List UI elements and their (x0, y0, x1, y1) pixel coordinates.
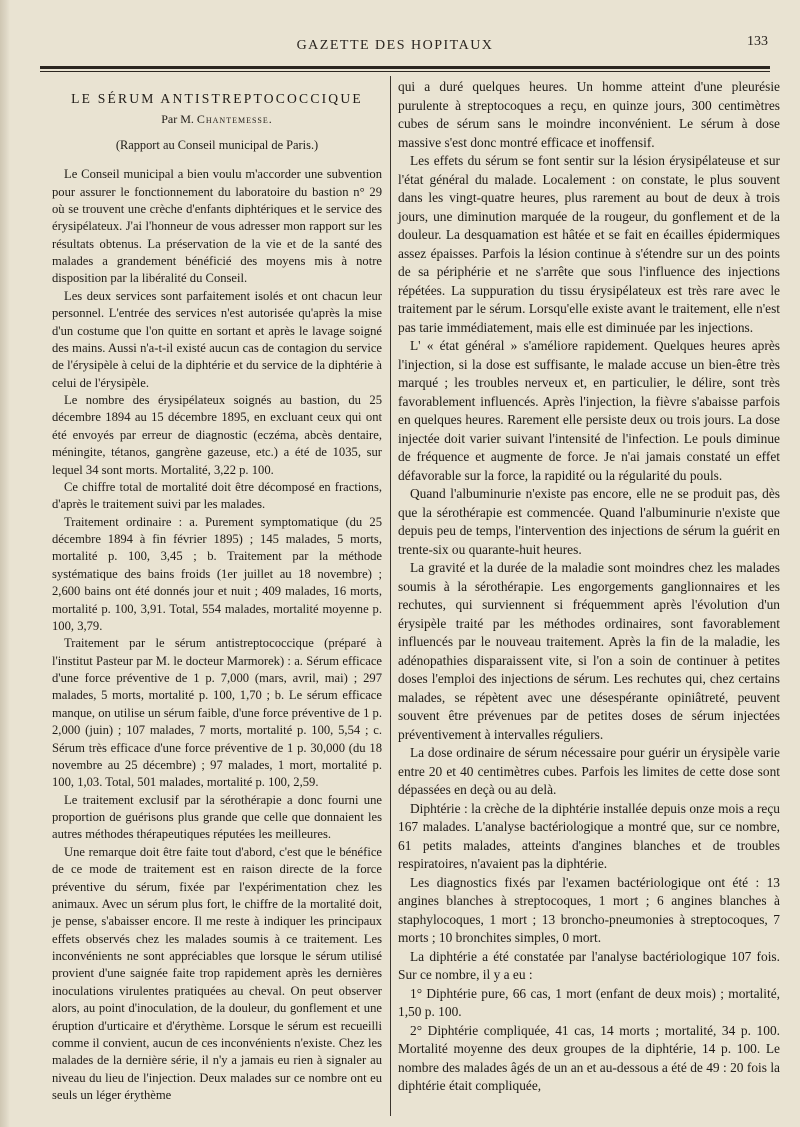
paragraph: Traitement ordinaire : a. Purement symptomatique (du 25 décembre 1894 à fin février 1895) ; 145 malades, 5 morts, mortalité p. 100, 3,45 ; b. Traitement par la méthode systématique des bains froids (1er juillet au 18 novembre) ; 2,600 bains ont été donnés jour et nuit ; 409 malades, 16 morts, mortalité p. 100, 3,91. Total, 554 malades, mortalité moyenne p. 100, 3,79. (52, 514, 382, 633)
paragraph: 2° Diphtérie compliquée, 41 cas, 14 morts ; mortalité, 34 p. 100. Mortalité moyenne des deux groupes de la diphtérie, 14 p. 100. Le nombre des malades âgés de un an et au-dessous a été de 49 : 20 fois la diphtérie était compliquée, (398, 1022, 780, 1093)
paragraph: Diphtérie : la crèche de la diphtérie installée depuis onze mois a reçu 167 malades. L'analyse bactériologique a montré que, sur ce nombre, 61 petits malades, atteints d'angines blanches et de troubles respiratoires, n'avaient pas la diphtérie. (398, 800, 780, 871)
paragraph: L' « état général » s'améliore rapidement. Quelques heures après l'injection, si la dose est suffisante, le malade accuse un bien-être très marqué ; les troubles nerveux et, en particulier, le délire, sont très favorablement influencés. Après l'injection, la fièvre s'abaisse parfois en quelques heures. Rarement elle persiste deux ou trois jours. La dose injectée doit varier suivant l'intensité de l'infection. Le pouls diminue de fréquence et augmente de force. Je n'ai jamais constaté un effet défavorable sur la force, la rapidité ou la régularité du pouls. (398, 338, 780, 483)
left-column (52, 78, 382, 1104)
paragraph: qui a duré quelques heures. Un homme atteint d'une pleurésie purulente à streptocoques a reçu, en quinze jours, 300 centimètres cubes de sérum sans le moindre inconvénient. Le sérum à dose massive s'est donc montré efficace et inoffensif. (398, 79, 780, 150)
header-rule-thick (40, 66, 770, 69)
paragraph: Le nombre des érysipélateux soignés au bastion, du 25 décembre 1894 au 15 décembre 1895, en excluant ceux qui ont été envoyés par erreur de diagnostic (eczéma, abcès dentaire, méningite, tétanos, gangrène gazeuse, etc.) a été de 1035, sur lequel 34 sont morts. Mortalité, 3,22 p. 100. (52, 393, 382, 477)
paragraph: Traitement par le sérum antistreptococcique (préparé à l'institut Pasteur par M. le docteur Marmorek) : a. Sérum efficace d'une force préventive de 1 p. 7,000 (mars, avril, mai) ; 297 malades, 5 morts, mortalité p. 100, 1,70 ; b. Le sérum efficace manque, on utilise un sérum faible, d'une force préventive de 1 p. 2,000 (juin) ; 107 malades, 7 morts, mortalité p. 100, 5,54 ; c. Sérum très efficace d'une force préventive de 1 p. 30,000 (du 18 novembre au 25 décembre) ; 97 malades, 1 mort, mortalité p. 100, 1,03. Total, 501 malades, mortalité p. 100, 2,59. (52, 636, 382, 790)
page-binding-edge (0, 0, 10, 1127)
paragraph: Les effets du sérum se font sentir sur la lésion érysipélateuse et sur l'état général du malade. Localement : on constate, le plus souvent dans les vingt-quatre heures, plus rarement au bout de deux à trois jours, une diminution marquée de la rougeur, du gonflement et de la douleur. La desquamation est hâtée et se fait en écailles épidermiques assez épaisses. Parfois la lésion continue à s'étendre sur un des points de sa périphérie et ne s'arrête que sous l'influence des injections répétées. La suppuration du tissu érysipélateux est très rare avec le traitement par le sérum. Lorsqu'elle existe avant le traitement, elle n'est pas tarie immédiatement, mais elle est diminuée par les injections. (398, 153, 780, 335)
journal-title: GAZETTE DES HOPITAUX (296, 38, 494, 53)
article-subtitle: (Rapport au Conseil municipal de Paris.) (115, 137, 319, 152)
paragraph: Les diagnostics fixés par l'examen bactériologique ont été : 13 angines blanches à streptocoques, 1 mort ; 6 angines blanches à staphylocoques, 1 mort ; 13 broncho-pneumonies à streptocoques, 7 morts ; 10 bronchites simples, 0 mort. (398, 874, 780, 945)
paragraph: La gravité et la durée de la maladie sont moindres chez les malades soumis à la sérothérapie. Les engorgements ganglionnaires et les rechutes, qui surviennent si fréquemment après l'évolution d'un érysipèle traité par les méthodes ordinaires, sont favorablement influencés par le nouveau traitement. Après la fin de la maladie, les adénopathies disparaissent vite, si l'on a soin de continuer à petites doses l'emploi des injections de sérum. Les rechutes qui, chez certains malades, se répètent avec une désespérante opiniâtreté, peuvent souvent être prévenues par de petites doses de sérum injectées préventivement à intervalles réguliers. (398, 560, 780, 742)
paragraph: Ce chiffre total de mortalité doit être décomposé en fractions, d'après le traitement suivi par les malades. (52, 479, 382, 512)
paragraph: Le traitement exclusif par la sérothérapie a donc fourni une proportion de guérisons plus grande que celle que donnaient les autres méthodes thérapeutiques réputées les meilleures. (52, 792, 382, 842)
byline-prefix: Par M. (161, 112, 194, 127)
page-header (40, 34, 768, 58)
header-rule-thin (40, 71, 770, 72)
paragraph: Les deux services sont parfaitement isolés et ont chacun leur personnel. L'entrée des services n'est autorisée qu'après la mise d'un costume que l'on quitte en sortant et après le lavage soigné des mains. Aussi n'a-t-il existé aucun cas de contagion du service de l'érysipèle à celui de la diphtérie et du service de la diphtérie à celui de l'érysipèle. (52, 288, 382, 390)
paragraph: La diphtérie a été constatée par l'analyse bactériologique 107 fois. Sur ce nombre, il y a eu : (398, 948, 780, 982)
article-byline (52, 111, 382, 128)
column-divider (390, 76, 391, 1116)
paragraph: Quand l'albuminurie n'existe pas encore, elle ne se produit pas, dès que la sérothérapie est commencée. Quand l'albuminurie n'existe que depuis peu de temps, l'intervention des injections de sérum la guérit en trente-six ou quarante-huit heures. (398, 486, 780, 557)
paragraph: Une remarque doit être faite tout d'abord, c'est que le bénéfice de ce mode de traitement est en raison directe de la force préventive du sérum, fixée par l'expérimentation chez les animaux. Avec un sérum plus fort, le chiffre de la mortalité doit, je pense, s'abaisser encore. Il me reste à indiquer les principaux effets observés chez les malades soumis à ce traitement. Les inconvénients ne sont appréciables que lorsque le sérum utilisé provient d'une saignée faite trop rapidement après les dernières inoculations virulentes pratiquées au cheval. On peut observer alors, au point d'inoculation, de la douleur, du gonflement et une éruption d'urticaire et d'érythème. Lorsque le sérum est recueilli comme il convient, aucun de ces inconvénients n'existe. Chez les malades de la dernière série, il n'y a jamais eu rien à signaler au niveau du lieu de l'injection. Deux malades sur ce nombre ont eu seuls un léger érythème (52, 844, 382, 1102)
right-column (398, 78, 780, 1096)
paragraph: La dose ordinaire de sérum nécessaire pour guérir un érysipèle varie entre 20 et 40 centimètres cubes. Parfois les limites de cette dose sont dépassées en deçà ou au delà. (398, 745, 780, 797)
page-number: 133 (747, 34, 768, 49)
paragraph: Le Conseil municipal a bien voulu m'accorder une subvention pour assurer le fonctionnement du laboratoire du bastion n° 29 où se trouvent une crèche d'enfants diphtériques et le service des érysipélateux. J'ai l'honneur de vous adresser mon rapport sur les résultats obtenus. La préservation de la vie et de la santé des malades a grandement bénéficié des moyens mis à notre disposition par la libéralité du Conseil. (52, 167, 382, 286)
article-title: LE SÉRUM ANTISTREPTOCOCCIQUE (71, 91, 363, 106)
author-name: Chantemesse. (196, 112, 273, 127)
paragraph: 1° Diphtérie pure, 66 cas, 1 mort (enfant de deux mois) ; mortalité, 1,50 p. 100. (398, 985, 780, 1019)
